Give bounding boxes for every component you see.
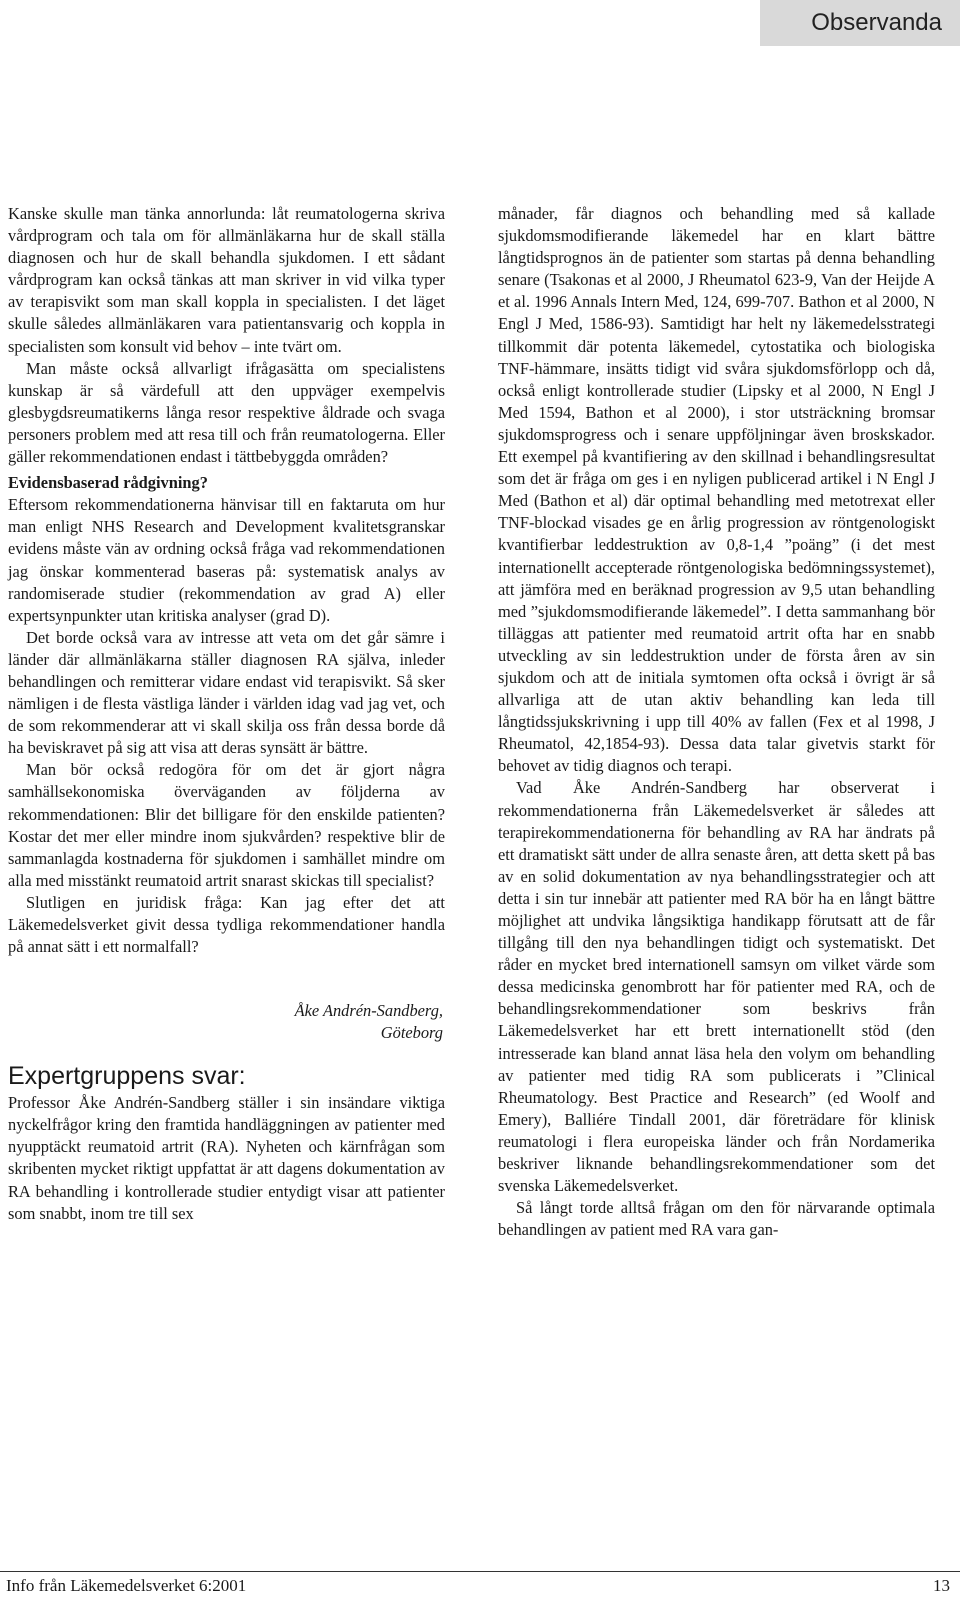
section-title: Observanda [811,9,942,36]
paragraph: Så långt torde alltså frågan om den för närvarande optimala behandlingen av patient med RA vara gan- [498,1198,935,1240]
paragraph: Eftersom rekommendationerna hänvisar till en faktaruta om hur man enligt NHS Research and Development kvalitetsgranskar evidens måste vän av ordning också fråga vad rekommendationen jag önskar kommenterad baseras på: systematisk analys av randomiserade studier (rekommendation av grad A) eller expertsynpunkter utan kritiska analyser (grad D). [8,495,445,625]
paragraph: Professor Åke Andrén-Sandberg ställer i sin insändare viktiga nyckelfrågor kring den framtida handläggningen av patienter med nyupptäckt reumatoid artrit (RA). Nyheten och kärnfrågan som skribenten mycket riktigt uppfattat är att dagens dokumentation av RA behandling i kontrollerade studier entydigt visar att patienter som snabbt, inom tre till sex [8,1093,445,1223]
paragraph: Man bör också redogöra för om det är gjort några samhällsekonomiska överväganden av följderna av rekommendationen: Blir det billigare för den enskilde patienten? Kostar det mer eller mindre inom sjukvården? respektive blir de sammanlagda kostnaderna för sjukdomen i samhället mindre om alla med misstänkt reumatoid artrit snarast skickas till specialist? [8,760,445,890]
paragraph: Man måste också allvarligt ifrågasätta om specialistens kunskap är så värdefull att den uppväger exempelvis glesbygdsreumatikerns långa resor respektive åldrade och svaga personers problem med att resa till och från reumatologerna. Eller gäller rekommendationen endast i tättbebyggda områden? [8,358,445,467]
subheading: Evidensbaserad rådgivning? [8,473,208,493]
left-column [8,203,445,1225]
signature-city: Göteborg [380,1023,443,1043]
paragraph: månader, får diagnos och behandling med så kallade sjukdomsmodifierande läkemedel har en klart bättre långtidsprognos än de patienter som startas på denna behandling senare (Tsakonas et al 2000, J Rheumatol 623-9, Van der Heijde A et al. 1996 Annals Intern Med, 124, 699-707. Bathon et al 2000, N Engl J Med, 1586-93). Samtidigt har helt ny läkemedelsstrategi tillkommit där potenta läkemedel, cytostatika och biologiska TNF-hämmare, insätts tidigt vid svåra sjukdomsförlopp och då, också enligt kontrollerade studier (Lipsky et al 2000, N Engl J Med 1594, Bathon et al 2000), i stor utsträckning bromsar sjukdomsprogress och i senare uppföljningar även broskskador. Ett exempel på kvantifiering av den skillnad i behandlingsresultat som det är fråga om ges i en nyligen publicerad artikel i N Engl J Med (Bathon et al) där optimal behandling med metotrexat eller TNF-blockad visades ge en årlig progression av röntgenologiskt kvantifierbar leddestruktion av 0,8-1,4 ”poäng” (i det mest internationellt accepterade röntgenologiska bedömningssystemet), att jämföra med en beräknad progression av 9,5 utan behandling med ”sjukdomsmodifierande läkemedel”. I detta sammanhang bör tilläggas att patienter med reumatoid artrit ofta har en snabb utveckling av sin leddestruktion under de första åren av sin sjukdom och att de initiala symtomen ofta också i övrigt är så allvarliga att de utan aktiv behandling kan leda till långtidssjukskrivning i upp till 40% av fallen (Fex et al 1998, J Rheumatol, 42,1854-93). Dessa data talar givetvis starkt för behovet av tidig diagnos och terapi. [498,204,935,776]
paragraph: Kanske skulle man tänka annorlunda: låt reumatologerna skriva vårdprogram och tala om för allmänläkarna hur de skall ställa diagnosen och hur de skall behandla sjukdomen. I ett sådant vårdprogram kan också tänkas att man skriver in vid vilka typer av terapisvikt som man skall koppla in specialisten. I det läget skulle således allmänläkaren vara patientansvarig och koppla in specialisten som konsult vid behov – inte tvärt om. [8,204,445,356]
footer-publication: Info från Läkemedelsverket 6:2001 [6,1576,247,1595]
footer-divider [0,1571,960,1572]
signature [8,1000,443,1044]
paragraph: Vad Åke Andrén-Sandberg har observerat i rekommendationerna från Läkemedelsverket är således att terapirekommendationerna för behandling av RA har ändrats på ett dramatiskt sätt under de allra senaste åren, att detta skett på bas av en solid dokumentation av nya behandlingsstrategier och att detta i sin tur innebär att patienter med RA bör ha en långt bättre möjlighet att undvika långsiktiga handikapp förutsatt att de får tillgång till den nya behandlingen tidigt och systematiskt. Det råder en mycket bred internationell samsyn om vilket värde som dessa medicinska genombrott har för patienter med RA, och de behandlingsrekommendationer som beskrivs från Läkemedelsverket har ett brett internationellt stöd (den intresserade kan bland annat läsa hela den volym om behandling av patienter med tidig RA som publicerats i ”Clinical Rheumatology. Best Practice and Research” (ed Woolf and Emery), Balliére Tindall 2001, där företrädare för klinisk reumatologi i flera europeiska länder och från Nordamerika beskriver liknande behandlingsrekommendationer som det svenska Läkemedelsverket. [498,778,935,1196]
expert-heading: Expertgruppens svar: [8,1062,246,1091]
signature-name: Åke Andrén-Sandberg, [294,1001,443,1021]
page-number: 13 [933,1576,950,1595]
right-column [498,203,935,1241]
paragraph: Slutligen en juridisk fråga: Kan jag efter det att Läkemedelsverket givit dessa tydliga rekommendationer handla på annat sätt i ett normalfall? [8,892,445,957]
paragraph: Det borde också vara av intresse att veta om det går sämre i länder där allmänläkarna ställer diagnosen RA själva, inleder behandlingen och remitterar vidare endast vid terapisvikt. Så sker nämligen i de flesta västliga länder i världen idag vad jag vet, och de som rekommenderar att vi skall skilja oss från dessa borde då ha beviskravet på sig att visa att deras synsätt är bättre. [8,627,445,758]
section-header [760,0,960,46]
